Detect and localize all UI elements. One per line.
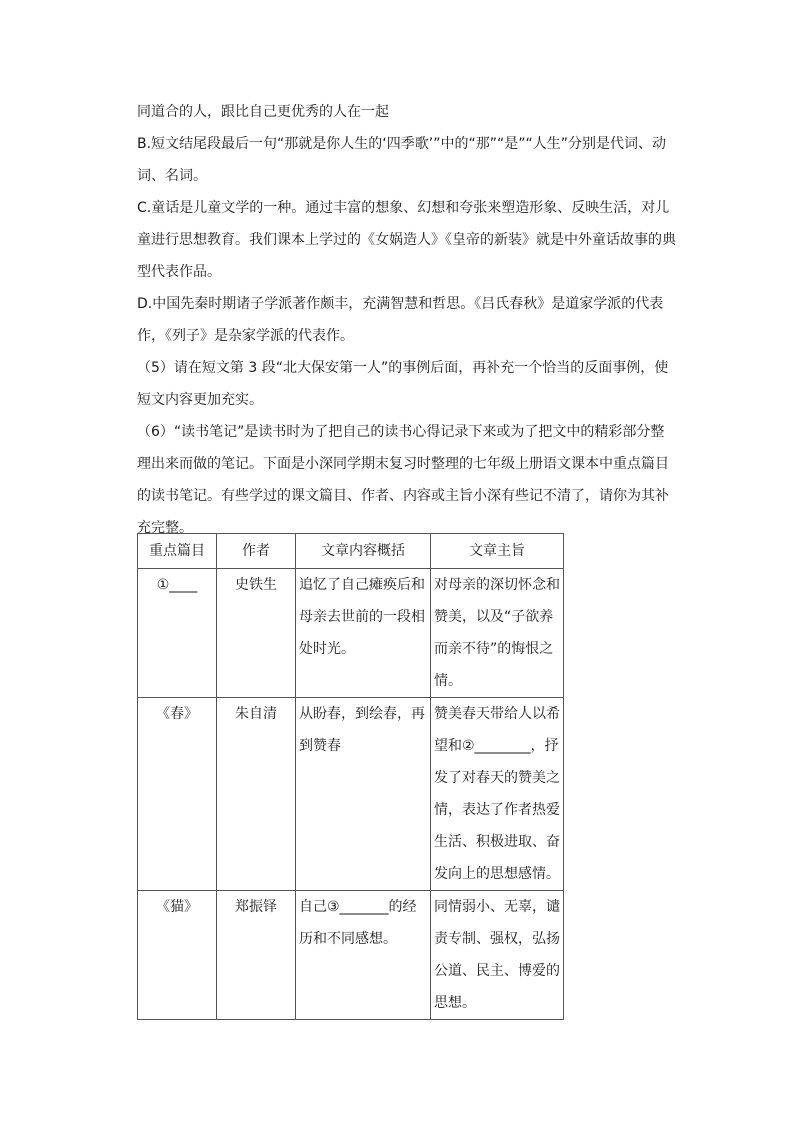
paragraph-option-c: C.童话是儿童文学的一种。通过丰富的想象、幻想和夸张来塑造形象、反映生活，对儿童进行思想教育。我们课本上学过的《女娲造人》《皇帝的新装》就是中外童话故事的典型代表作品。 — [137, 200, 676, 280]
reading-notes-table — [137, 533, 564, 1020]
cell-summary: 自己③_______的经历和不同感想。 — [296, 891, 431, 1020]
cell-author: 郑振铎 — [217, 891, 296, 1020]
table-row — [138, 891, 564, 1020]
paragraph-option-d: D.中国先秦时期诸子学派著作颇丰，充满智慧和哲思。《吕氏春秋》是道家学派的代表作，《列子》是杂家学派的代表作。 — [137, 296, 664, 344]
cell-summary: 从盼春，到绘春，再到赞春 — [296, 698, 431, 891]
cell-title: 《猫》 — [138, 891, 217, 1020]
table-header-row — [138, 534, 564, 569]
question-5: （5）请在短文第 3 段“北大保安第一人”的事例后面，再补充一个恰当的反面事例，使短文内容更加充实。 — [137, 360, 669, 408]
cell-theme: 同情弱小、无辜，谴责专制、强权，弘扬公道、民主、博爱的思想。 — [431, 891, 564, 1020]
table-row — [138, 569, 564, 698]
cell-summary: 追忆了自己瘫痪后和母亲去世前的一段相处时光。 — [296, 569, 431, 698]
cell-author: 史铁生 — [217, 569, 296, 698]
header-theme: 文章主旨 — [431, 534, 564, 569]
paragraph-option-b: B.短文结尾段最后一句“那就是你人生的‘四季歌’”中的“那”“是”“人生”分别是代词、动词、名词。 — [137, 136, 666, 184]
document-body — [137, 96, 677, 544]
cell-theme: 对母亲的深切怀念和赞美，以及“子欲养而亲不待”的悔恨之情。 — [431, 569, 564, 698]
header-author: 作者 — [217, 534, 296, 569]
cell-title: 《春》 — [138, 698, 217, 891]
cell-author: 朱自清 — [217, 698, 296, 891]
cell-title: ①____ — [138, 569, 217, 698]
header-summary: 文章内容概括 — [296, 534, 431, 569]
paragraph-option-a-tail: 同道合的人，跟比自己更优秀的人在一起 — [137, 104, 389, 120]
header-title: 重点篇目 — [138, 534, 217, 569]
table-row — [138, 698, 564, 891]
question-6: （6）“读书笔记”是读书时为了把自己的读书心得记录下来或为了把文中的精彩部分整理出来而做的笔记。下面是小深同学期末复习时整理的七年级上册语文课本中重点篇目的读书笔记。有些学过的课文篇目、作者、内容或主旨小深有些记不清了，请你为其补充完整。 — [137, 424, 669, 536]
cell-theme: 赞美春天带给人以希望和②________，抒发了对春天的赞美之情，表达了作者热爱生活、积极进取、奋发向上的思想感情。 — [431, 698, 564, 891]
